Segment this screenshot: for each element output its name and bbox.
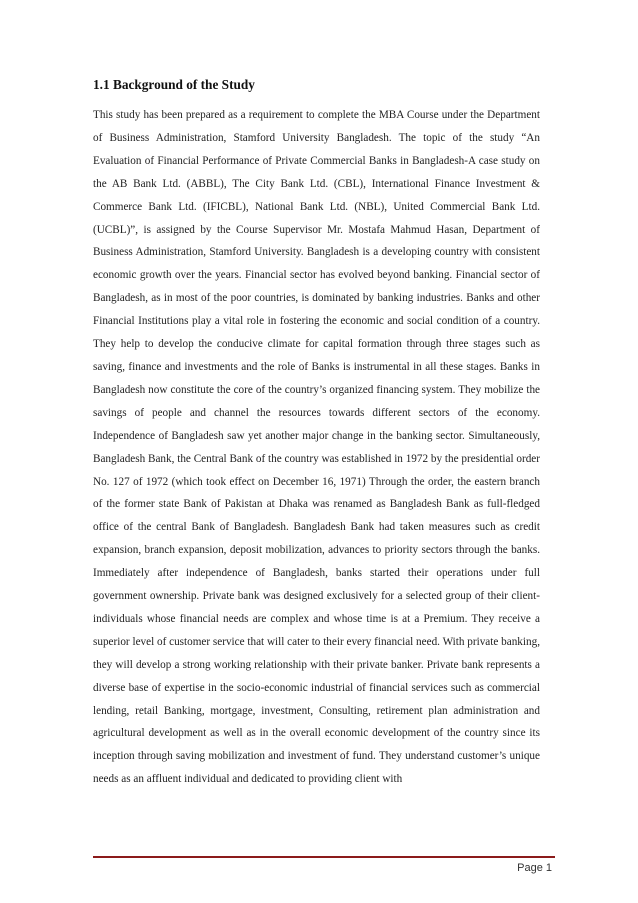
page-number: Page 1: [517, 862, 552, 874]
section-heading: 1.1 Background of the Study: [93, 77, 255, 92]
footer-divider: [93, 856, 555, 858]
body-paragraph: This study has been prepared as a requirement to complete the MBA Course under the Department of Business Administration, Stamford University Bangladesh. The topic of the study “An Evaluation of Financial Performance of Private Commercial Banks in Bangladesh-A case study on the AB Bank Ltd. (ABBL), The City Bank Ltd. (CBL), International Finance Investment & Commerce Bank Ltd. (IFICBL), National Bank Ltd. (NBL), United Commercial Bank Ltd. (UCBL)”, is assigned by the Course Supervisor Mr. Mostafa Mahmud Hasan, Department of Business Administration, Stamford University. Bangladesh is a developing country with consistent economic growth over the years. Financial sector has evolved beyond banking. Financial sector of Bangladesh, as in most of the poor countries, is dominated by banking industries. Banks and other Financial Institutions play a vital role in fostering the economic and social condition of a country. They help to develop the conducive climate for capital formation through three stages such as saving, finance and investments and the role of Banks is instrumental in all these stages. Banks in Bangladesh now constitute the core of the country’s organized financing system. They mobilize the savings of people and channel the resources towards different sectors of the economy. Independence of Bangladesh saw yet another major change in the banking sector. Simultaneously, Bangladesh Bank, the Central Bank of the country was established in 1972 by the presidential order No. 127 of 1972 (which took effect on December 16, 1971) Through the order, the eastern branch of the former state Bank of Pakistan at Dhaka was renamed as Bangladesh Bank as full-fledged office of the central Bank of Bangladesh. Bangladesh Bank had taken measures such as credit expansion, branch expansion, deposit mobilization, advances to priority sectors through the banks. Immediately after independence of Bangladesh, banks started their operations under full government ownership. Private bank was designed exclusively for a selected group of their client-individuals whose financial needs are complex and whose time is at a Premium. They receive a superior level of customer service that will cater to their every financial need. With private banking, they will develop a strong working relationship with their private banker. Private bank represents a diverse base of expertise in the socio-economic industrial of financial services such as commercial lending, retail Banking, mortgage, investment, Consulting, retirement plan administration and agricultural development as well as in the overall economic development of the country since its inception through saving mobilization and investment of fund. They understand customer’s unique needs as an affluent individual and dedicated to providing client with: [93, 109, 540, 786]
